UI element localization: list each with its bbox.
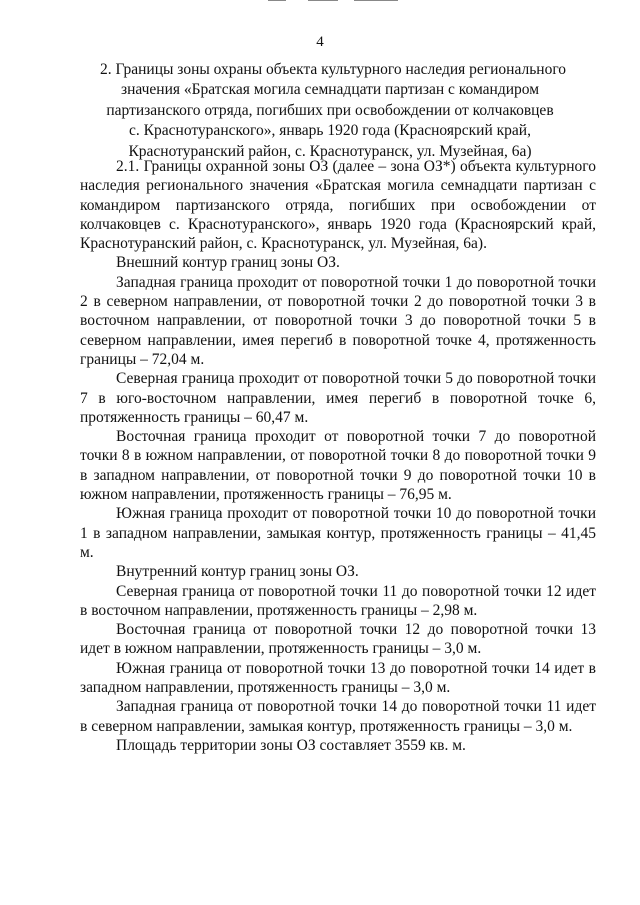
paragraph-inner-north-boundary: Северная граница от поворотной точки 11 до поворотной точки 12 идет в восточном направлении, протяженность границы – 2,98 м.: [80, 582, 596, 619]
paragraph-zone-area: Площадь территории зоны ОЗ составляет 3559 кв. м.: [116, 736, 466, 754]
heading-line: Краснотуранский район, с. Краснотуранск, ул. Музейная, 6а): [128, 142, 532, 160]
heading-line: значения «Братская могила семнадцати партизан с командиром: [120, 81, 540, 99]
paragraph-inner-south-boundary: Южная граница от поворотной точки 13 до поворотной точки 14 идет в западном направлении, протяженность границы – 3,0 м.: [80, 659, 596, 697]
heading-line: 2. Границы зоны охраны объекта культурного наследия регионального: [100, 61, 567, 78]
paragraph-inner-west-boundary: Западная граница от поворотной точки 14 до поворотной точки 11 идет в северном направлении, замыкая контур, протяженность границы – 3,0 м.: [80, 698, 596, 735]
paragraph-outer-contour-title: Внешний контур границ зоны ОЗ.: [116, 254, 340, 272]
paragraph-north-boundary: Северная граница проходит от поворотной точки 5 до поворотной точки 7 в юго-восточном направлении, имея перегиб в поворотной точке 6, протяженность границы – 60,47 м.: [80, 370, 596, 426]
paragraph-west-boundary: Западная граница проходит от поворотной точки 1 до поворотной точки 2 в северном направлении, от поворотной точки 2 до поворотной точки 3 в восточном направлении, от поворотной точки 3 до поворотной точки 5 в северном направлении, имея перегиб в поворотной точке 4, протяженность границы – 72,04 м.: [80, 273, 596, 368]
document-body: [80, 157, 596, 755]
heading-line: с. Краснотуранского», январь 1920 года (Красноярский край,: [129, 122, 531, 140]
paragraph-east-boundary: Восточная граница проходит от поворотной точки 7 до поворотной точки 8 в южном направлении, от поворотной точки 8 до поворотной точки 9 в западном направлении, от поворотной точки 9 до поворотной точки 10 в южном направлении, протяженность границы – 76,95 м.: [80, 428, 596, 504]
paragraph-south-boundary: Южная граница проходит от поворотной точки 10 до поворотной точки 1 в западном направлении, замыкая контур, протяженность границы – 41,45 м.: [80, 505, 596, 561]
paragraph-zone-definition: 2.1. Границы охранной зоны ОЗ (далее – зона ОЗ*) объекта культурного наследия регионального значения «Братская могила семнадцати партизан с командиром партизанского отряда, погибших при освобождении от колчаковцев с. Краснотуранского», январь 1920 года (Красноярский край, Краснотуранский район, с. Краснотуранск, ул. Музейная, 6а).: [80, 158, 596, 253]
heading-line: партизанского отряда, погибших при освобождении от колчаковцев: [106, 101, 554, 119]
paragraph-inner-contour-title: Внутренний контур границ зоны ОЗ.: [116, 563, 359, 581]
section-heading: [100, 60, 567, 162]
paragraph-inner-east-boundary: Восточная граница от поворотной точки 12 до поворотной точки 13 идет в южном направлении, протяженность границы – 3,0 м.: [80, 621, 596, 658]
page-number: 4: [316, 34, 324, 50]
top-edge-marks: [268, 0, 398, 3]
